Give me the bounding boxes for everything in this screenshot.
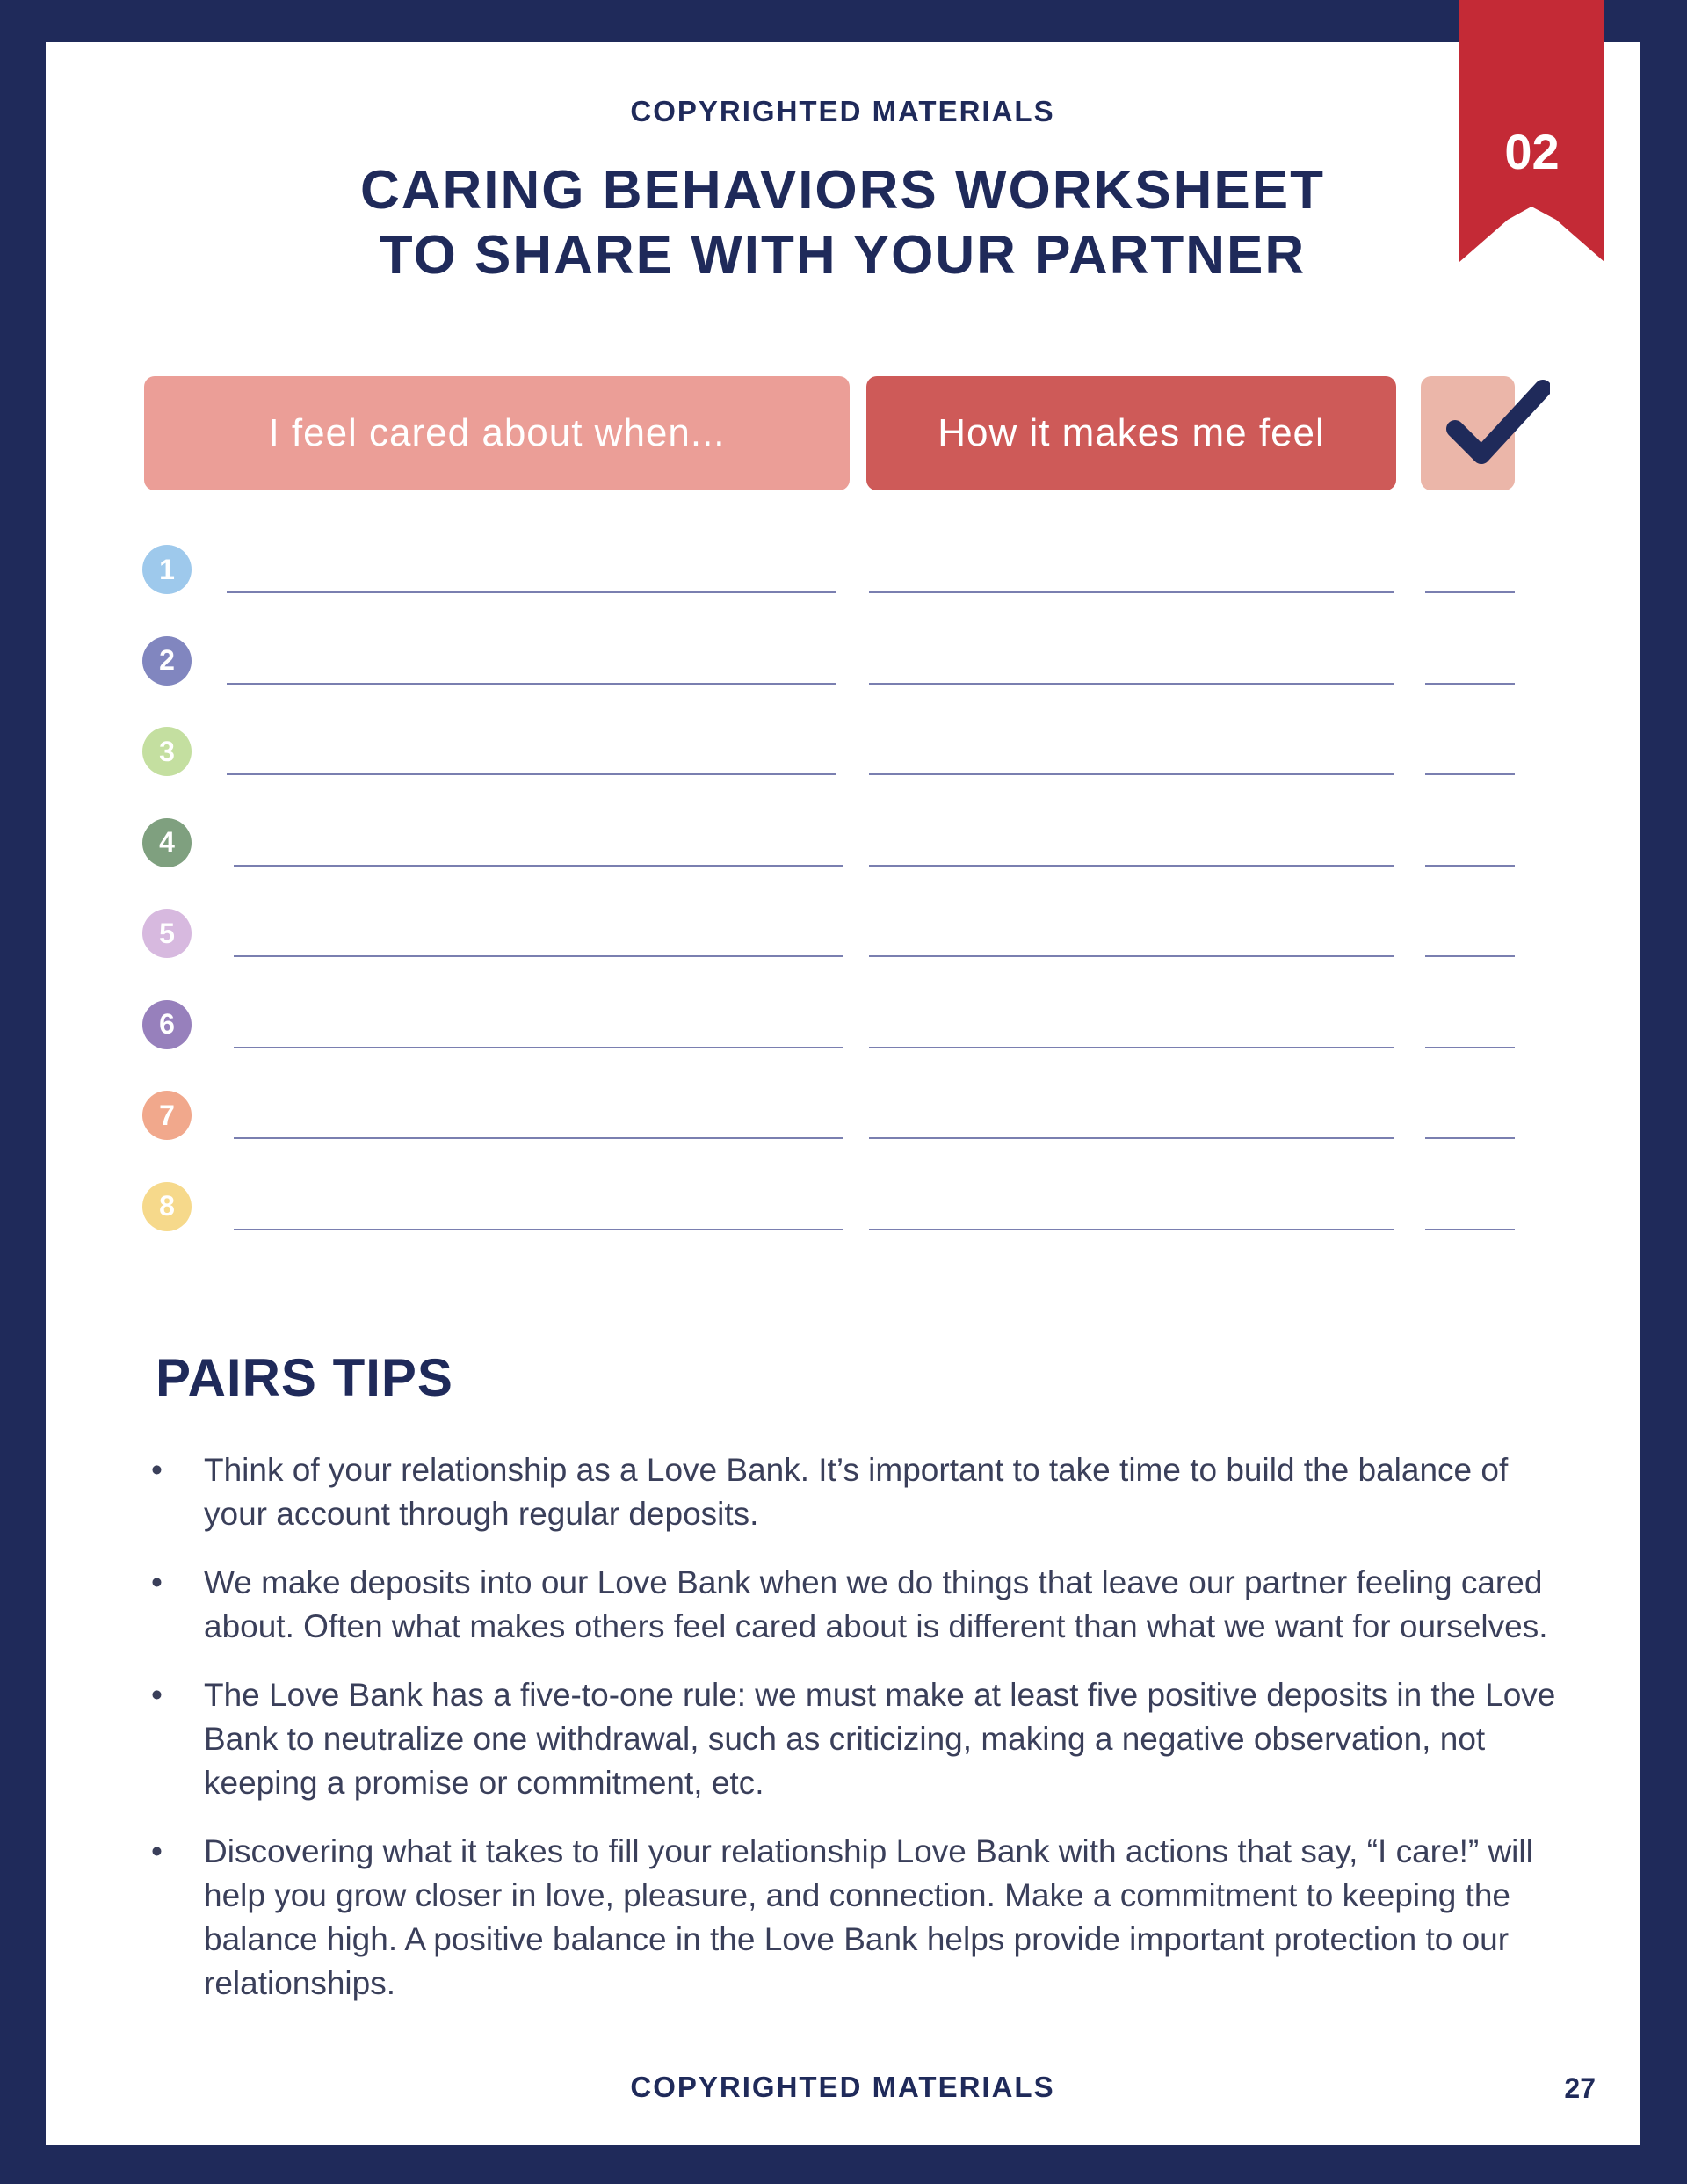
section-ribbon — [1459, 0, 1604, 262]
tips-heading: PAIRS TIPS — [156, 1348, 453, 1407]
worksheet-page — [46, 42, 1640, 2145]
section-number: 02 — [1504, 124, 1560, 179]
answer-line-how-it-feels[interactable] — [869, 773, 1394, 775]
answer-line-check[interactable] — [1425, 773, 1515, 775]
answer-line-cared-about[interactable] — [227, 773, 836, 775]
title-line-1: CARING BEHAVIORS WORKSHEET — [359, 160, 1325, 221]
tip-item — [151, 1448, 1575, 1536]
checkmark-icon — [1444, 376, 1550, 471]
answer-line-how-it-feels[interactable] — [869, 683, 1394, 685]
answer-line-how-it-feels[interactable] — [869, 955, 1394, 957]
answer-line-how-it-feels[interactable] — [869, 865, 1394, 867]
tip-item — [151, 1673, 1575, 1805]
answer-line-check[interactable] — [1425, 683, 1515, 685]
page-number: 27 — [1564, 2072, 1596, 2104]
answer-line-cared-about[interactable] — [234, 865, 844, 867]
bullet-icon: • — [151, 1564, 163, 1600]
answer-line-cared-about[interactable] — [227, 683, 836, 685]
tip-text: We make deposits into our Love Bank when we do things that leave our partner feeling cared about. Often what makes others feel cared about is different than what we want for ourselves. — [204, 1564, 1548, 1644]
bullet-icon: • — [151, 1452, 163, 1488]
tip-text: Discovering what it takes to fill your relationship Love Bank with actions that say, “I care!” will help you grow closer in love, pleasure, and connection. Make a commitment to keeping the balance high. A positive balance in the Love Bank helps provide important protection to our relationships. — [204, 1833, 1533, 2001]
tip-text: Think of your relationship as a Love Bank. It’s important to take time to build the balance of your account through regular deposits. — [204, 1452, 1509, 1532]
answer-line-check[interactable] — [1425, 1047, 1515, 1048]
answer-line-how-it-feels[interactable] — [869, 1137, 1394, 1139]
column-header-how-it-feels-label: How it makes me feel — [938, 411, 1325, 454]
row-number-badge: 6 — [142, 1000, 192, 1049]
page-title — [46, 158, 1640, 288]
row-number-badge: 7 — [142, 1091, 192, 1140]
column-header-cared-about-label: I feel cared about when... — [268, 411, 726, 454]
answer-line-how-it-feels[interactable] — [869, 591, 1394, 593]
answer-line-check[interactable] — [1425, 865, 1515, 867]
answer-line-cared-about[interactable] — [234, 955, 844, 957]
copyright-notice-bottom: COPYRIGHTED MATERIALS — [630, 2071, 1055, 2103]
answer-line-check[interactable] — [1425, 591, 1515, 593]
row-number-badge: 3 — [142, 727, 192, 776]
row-number-badge: 4 — [142, 818, 192, 867]
answer-line-how-it-feels[interactable] — [869, 1047, 1394, 1048]
column-header-how-it-feels — [866, 376, 1396, 490]
tips-list — [151, 1448, 1575, 2030]
answer-line-check[interactable] — [1425, 1137, 1515, 1139]
answer-line-cared-about[interactable] — [234, 1137, 844, 1139]
row-number-badge: 1 — [142, 545, 192, 594]
answer-line-cared-about[interactable] — [234, 1047, 844, 1048]
title-line-2: TO SHARE WITH YOUR PARTNER — [379, 225, 1307, 286]
bullet-icon: • — [151, 1677, 163, 1713]
bullet-icon: • — [151, 1833, 163, 1869]
answer-line-cared-about[interactable] — [234, 1229, 844, 1230]
copyright-notice-top: COPYRIGHTED MATERIALS — [630, 95, 1055, 127]
row-number-badge: 5 — [142, 909, 192, 958]
row-number-badge: 8 — [142, 1182, 192, 1231]
tip-item — [151, 1830, 1575, 2006]
answer-line-check[interactable] — [1425, 1229, 1515, 1230]
tip-item — [151, 1561, 1575, 1649]
answer-line-how-it-feels[interactable] — [869, 1229, 1394, 1230]
answer-line-check[interactable] — [1425, 955, 1515, 957]
row-number-badge: 2 — [142, 636, 192, 686]
answer-line-cared-about[interactable] — [227, 591, 836, 593]
column-header-cared-about — [144, 376, 850, 490]
tip-text: The Love Bank has a five-to-one rule: we must make at least five positive deposits in the Love Bank to neutralize one withdrawal, such as criticizing, making a negative observation, not keeping a promise or commitment, etc. — [204, 1677, 1556, 1801]
